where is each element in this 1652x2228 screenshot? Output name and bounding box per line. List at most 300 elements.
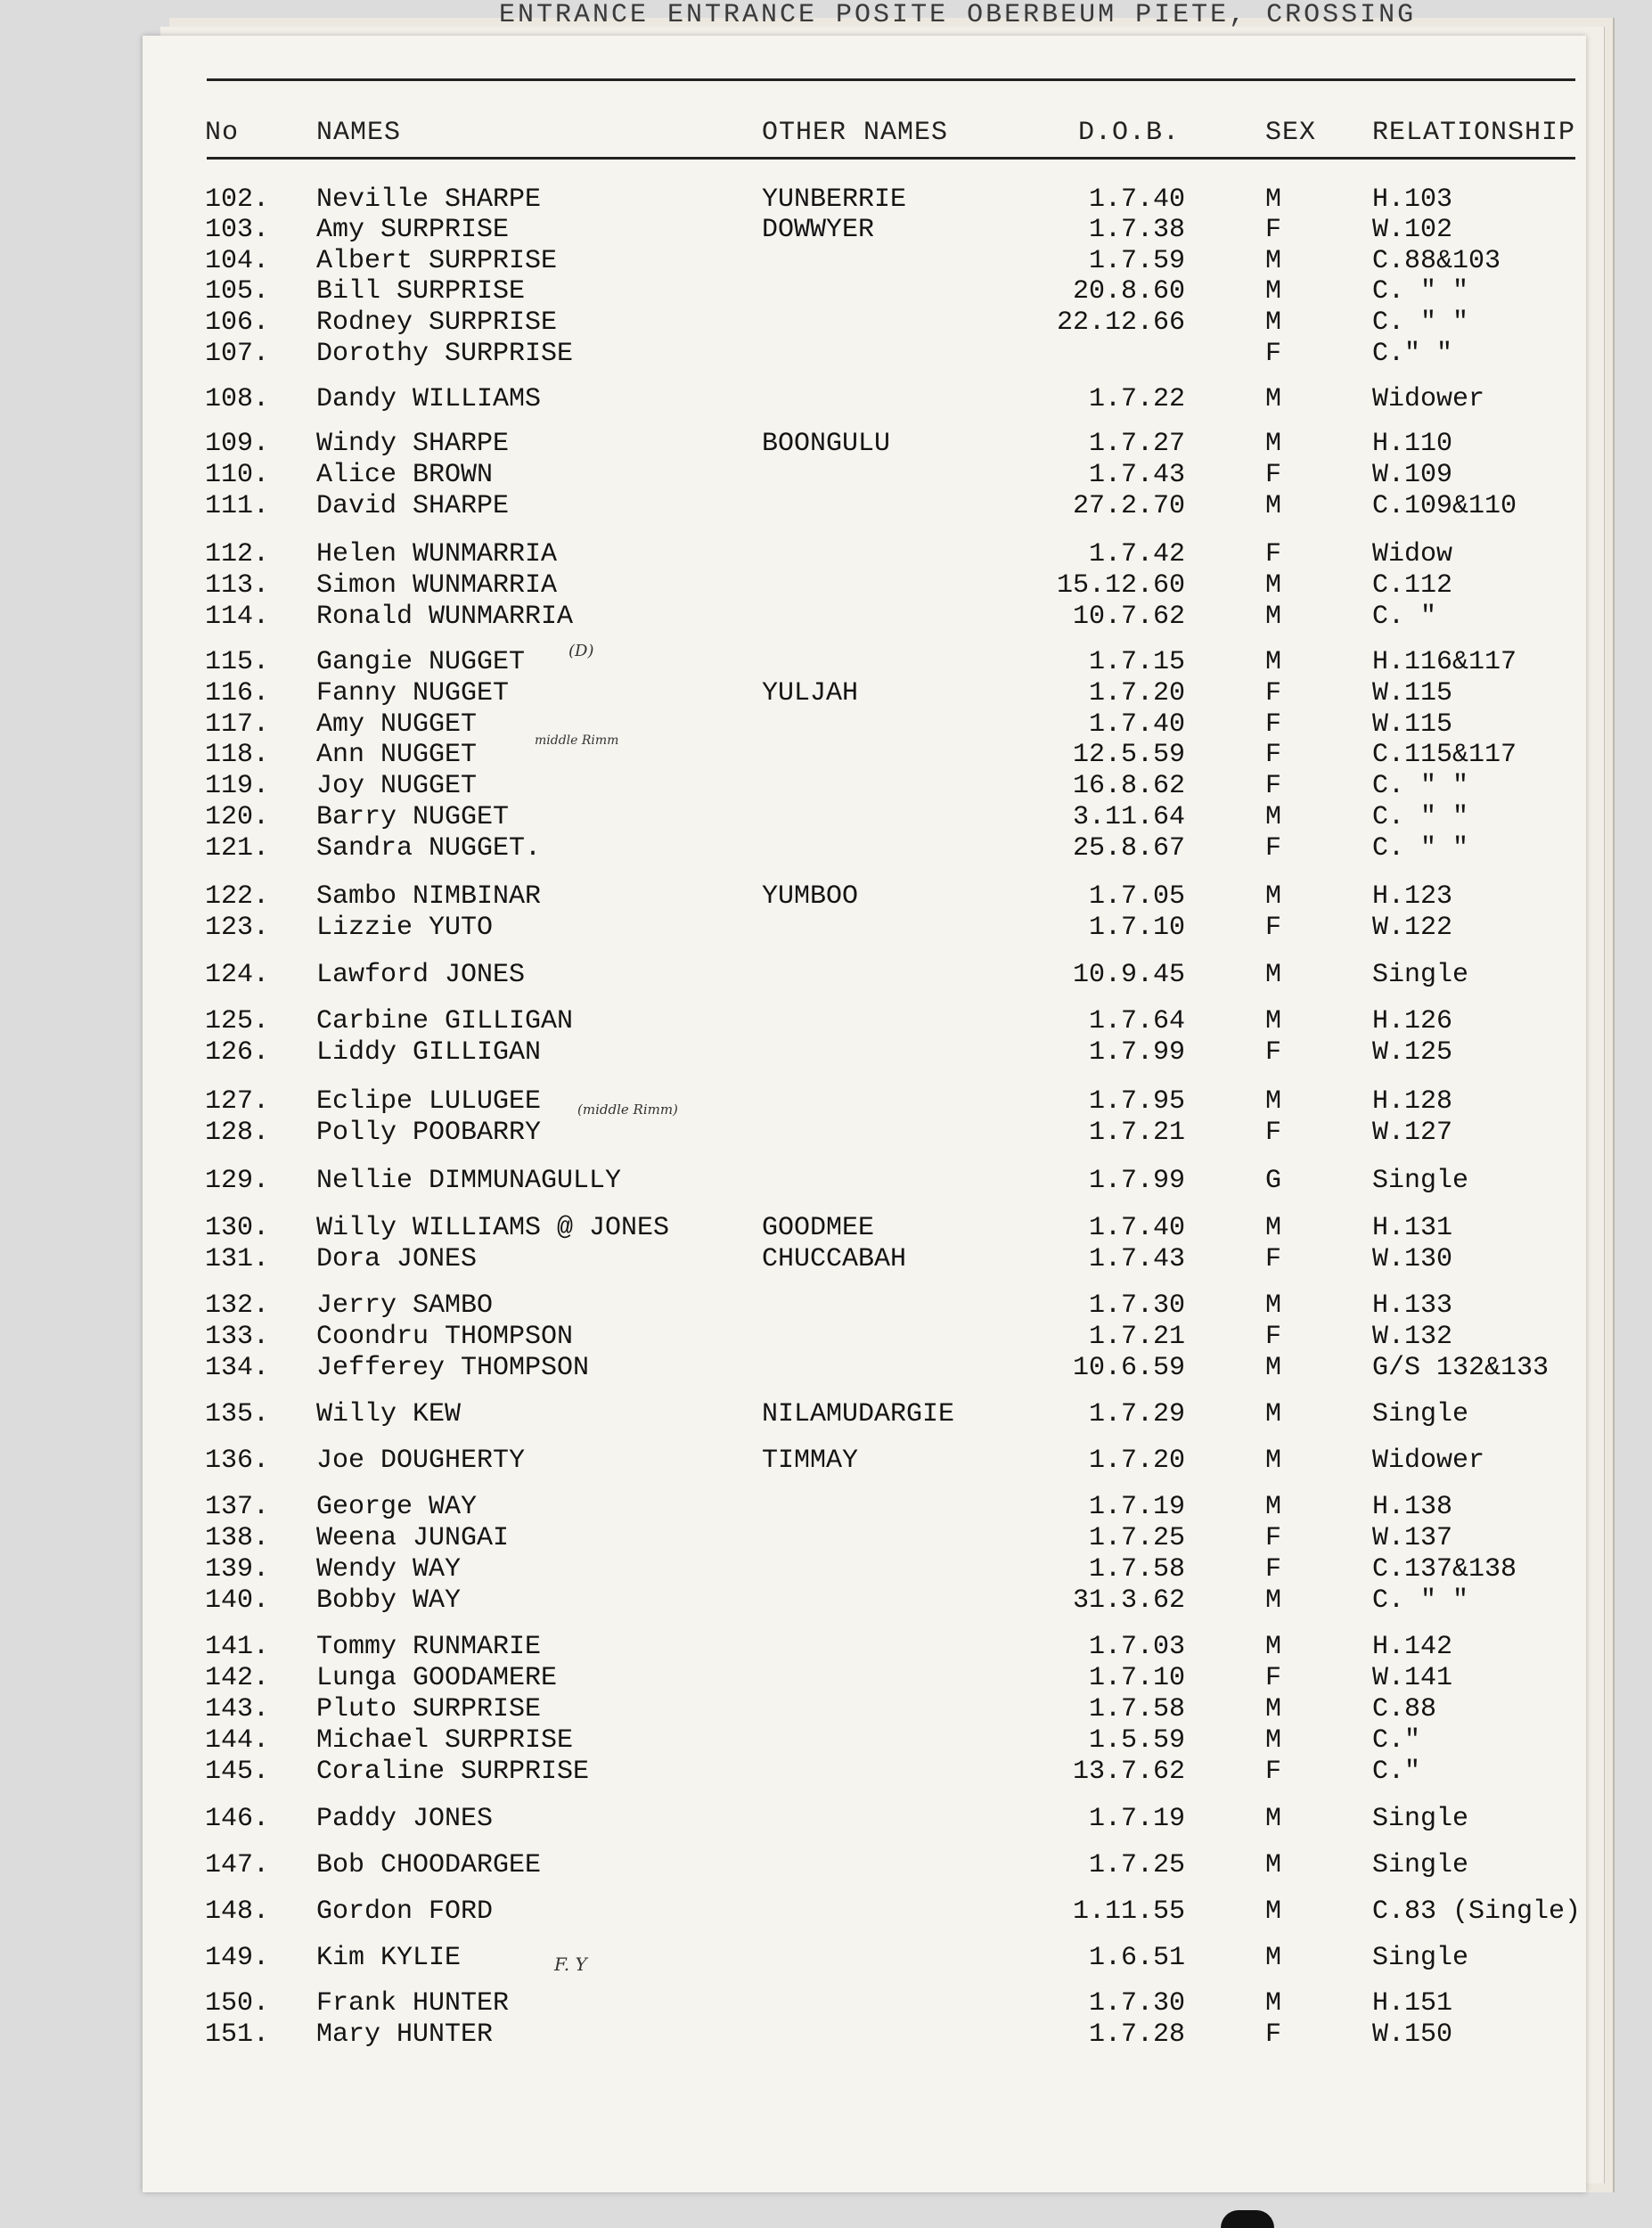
row-dob: 1.7.38: [1088, 215, 1185, 245]
row-name: Paddy JONES: [316, 1804, 494, 1834]
table-row: [143, 802, 1586, 834]
table-row: [143, 384, 1586, 416]
row-sex: F: [1265, 1757, 1282, 1787]
row-name: Sandra NUGGET.: [316, 833, 542, 864]
row-other-names: BOONGULU: [762, 429, 891, 459]
table-row: [143, 960, 1586, 992]
header-bottom-rule: [207, 157, 1575, 160]
row-number: 109.: [205, 429, 270, 459]
row-number: 108.: [205, 384, 270, 414]
row-sex: M: [1265, 429, 1282, 459]
row-name: Dandy WILLIAMS: [316, 384, 542, 414]
row-relationship: H.116&117: [1372, 647, 1517, 677]
row-sex: F: [1265, 339, 1282, 369]
table-row: [143, 1663, 1586, 1695]
row-name: Ann NUGGET: [316, 740, 478, 770]
row-relationship: H.128: [1372, 1086, 1453, 1117]
row-name: David SHARPE: [316, 491, 510, 521]
row-relationship: H.142: [1372, 1632, 1453, 1662]
row-name: Michael SURPRISE: [316, 1725, 574, 1756]
table-row: [143, 246, 1586, 278]
table-row: [143, 913, 1586, 945]
row-sex: F: [1265, 833, 1282, 864]
table-row: [143, 1632, 1586, 1664]
row-name: Polly POOBARRY: [316, 1118, 542, 1148]
table-row: [143, 1694, 1586, 1726]
row-dob: 1.6.51: [1088, 1943, 1185, 1973]
row-sex: F: [1265, 1244, 1282, 1274]
row-relationship: Single: [1372, 1943, 1469, 1973]
row-dob: 1.7.28: [1088, 2019, 1185, 2050]
row-dob: 1.7.58: [1088, 1694, 1185, 1724]
row-number: 127.: [205, 1086, 270, 1117]
row-name: Liddy GILLIGAN: [316, 1037, 542, 1068]
row-name: Bill SURPRISE: [316, 276, 526, 307]
row-name: Bob CHOODARGEE: [316, 1850, 542, 1880]
table-row: [143, 709, 1586, 741]
row-relationship: W.122: [1372, 913, 1453, 943]
row-number: 148.: [205, 1896, 270, 1927]
row-sex: M: [1265, 1006, 1282, 1036]
table-row: [143, 1037, 1586, 1069]
row-relationship: C.88&103: [1372, 246, 1501, 276]
table-row: [143, 1554, 1586, 1586]
row-name: Kim KYLIE: [316, 1943, 462, 1973]
row-relationship: Single: [1372, 1166, 1469, 1196]
row-relationship: H.131: [1372, 1213, 1453, 1243]
row-dob: 1.7.43: [1088, 460, 1185, 490]
table-row: [143, 1006, 1586, 1038]
row-relationship: H.138: [1372, 1492, 1453, 1522]
row-sex: F: [1265, 1523, 1282, 1553]
row-name: Neville SHARPE: [316, 184, 542, 215]
table-row: [143, 771, 1586, 803]
table-row: [143, 1399, 1586, 1431]
row-number: 136.: [205, 1446, 270, 1476]
table-row: [143, 1988, 1586, 2020]
row-relationship: C. " ": [1372, 833, 1469, 864]
row-number: 128.: [205, 1118, 270, 1148]
row-other-names: DOWWYER: [762, 215, 875, 245]
header-other-names: OTHER NAMES: [762, 118, 949, 148]
row-name: Gordon FORD: [316, 1896, 494, 1927]
row-number: 115.: [205, 647, 270, 677]
row-number: 119.: [205, 771, 270, 801]
row-number: 112.: [205, 539, 270, 569]
row-dob: 1.7.21: [1088, 1118, 1185, 1148]
bleed-through-text: ENTRANCE ENTRANCE POSITE OBERBEUM PIETE, CROSSING: [499, 0, 1417, 30]
row-dob: 1.7.19: [1088, 1804, 1185, 1834]
row-number: 113.: [205, 570, 270, 601]
row-sex: M: [1265, 1725, 1282, 1756]
row-dob: 1.7.19: [1088, 1492, 1185, 1522]
row-name: Nellie DIMMUNAGULLY: [316, 1166, 622, 1196]
row-sex: M: [1265, 1290, 1282, 1321]
table-row: [143, 339, 1586, 371]
row-sex: M: [1265, 246, 1282, 276]
row-name: Dorothy SURPRISE: [316, 339, 574, 369]
row-number: 126.: [205, 1037, 270, 1068]
row-sex: M: [1265, 1213, 1282, 1243]
row-name: Pluto SURPRISE: [316, 1694, 542, 1724]
row-dob: 1.7.25: [1088, 1523, 1185, 1553]
row-name: Lizzie YUTO: [316, 913, 494, 943]
row-name: Amy NUGGET: [316, 709, 478, 740]
row-relationship: Single: [1372, 1850, 1469, 1880]
row-relationship: Single: [1372, 960, 1469, 990]
row-other-names: YUMBOO: [762, 881, 859, 912]
table-row: [143, 491, 1586, 523]
row-number: 111.: [205, 491, 270, 521]
table-row: [143, 1446, 1586, 1478]
row-relationship: W.130: [1372, 1244, 1453, 1274]
row-name: Carbine GILLIGAN: [316, 1006, 574, 1036]
row-dob: 10.7.62: [1072, 602, 1185, 632]
row-number: 118.: [205, 740, 270, 770]
table-row: [143, 678, 1586, 710]
document-page: [143, 36, 1586, 2192]
row-sex: F: [1265, 2019, 1282, 2050]
row-name: Tommy RUNMARIE: [316, 1632, 542, 1662]
row-sex: F: [1265, 1663, 1282, 1693]
row-dob: 15.12.60: [1056, 570, 1185, 601]
row-sex: M: [1265, 307, 1282, 338]
row-name: Joy NUGGET: [316, 771, 478, 801]
table-row: [143, 1353, 1586, 1385]
row-name: Sambo NIMBINAR: [316, 881, 542, 912]
row-sex: M: [1265, 1399, 1282, 1429]
row-name: Barry NUGGET: [316, 802, 510, 832]
table-row: [143, 215, 1586, 247]
row-name: Weena JUNGAI: [316, 1523, 510, 1553]
row-number: 138.: [205, 1523, 270, 1553]
row-relationship: Single: [1372, 1804, 1469, 1834]
row-sex: M: [1265, 1492, 1282, 1522]
row-dob: 1.7.03: [1088, 1632, 1185, 1662]
table-row: [143, 1492, 1586, 1524]
row-name: Willy WILLIAMS @ JONES: [316, 1213, 670, 1243]
row-name: Gangie NUGGET: [316, 647, 526, 677]
row-sex: M: [1265, 1804, 1282, 1834]
table-row: [143, 1585, 1586, 1618]
table-row: [143, 276, 1586, 308]
row-sex: F: [1265, 539, 1282, 569]
row-name: Rodney SURPRISE: [316, 307, 558, 338]
row-sex: M: [1265, 1585, 1282, 1616]
row-name: Joe DOUGHERTY: [316, 1446, 526, 1476]
row-relationship: C. " ": [1372, 802, 1469, 832]
row-relationship: H.133: [1372, 1290, 1453, 1321]
row-number: 130.: [205, 1213, 270, 1243]
row-relationship: H.126: [1372, 1006, 1453, 1036]
row-name: Mary HUNTER: [316, 2019, 494, 2050]
row-relationship: G/S 132&133: [1372, 1353, 1550, 1383]
row-dob: 1.7.27: [1088, 429, 1185, 459]
row-relationship: C.88: [1372, 1694, 1437, 1724]
row-number: 133.: [205, 1322, 270, 1352]
row-relationship: C.115&117: [1372, 740, 1517, 770]
header-names: NAMES: [316, 118, 402, 148]
row-relationship: W.102: [1372, 215, 1453, 245]
table-row: [143, 647, 1586, 679]
row-relationship: W.137: [1372, 1523, 1453, 1553]
table-row: [143, 1850, 1586, 1882]
row-number: 147.: [205, 1850, 270, 1880]
row-sex: M: [1265, 881, 1282, 912]
row-relationship: C." ": [1372, 339, 1453, 369]
row-number: 121.: [205, 833, 270, 864]
header-dob: D.O.B.: [1078, 118, 1181, 148]
table-row: [143, 1896, 1586, 1929]
row-number: 129.: [205, 1166, 270, 1196]
row-number: 105.: [205, 276, 270, 307]
row-number: 104.: [205, 246, 270, 276]
row-relationship: C. " ": [1372, 276, 1469, 307]
row-sex: F: [1265, 678, 1282, 709]
row-dob: 1.7.30: [1088, 1988, 1185, 2019]
row-number: 140.: [205, 1585, 270, 1616]
table-row: [143, 539, 1586, 571]
row-number: 141.: [205, 1632, 270, 1662]
black-object-corner: [1221, 2210, 1274, 2228]
row-dob: 25.8.67: [1072, 833, 1185, 864]
row-number: 135.: [205, 1399, 270, 1429]
row-dob: 1.7.10: [1088, 913, 1185, 943]
row-sex: M: [1265, 276, 1282, 307]
row-dob: 1.7.15: [1088, 647, 1185, 677]
row-relationship: C.": [1372, 1757, 1421, 1787]
row-other-names: NILAMUDARGIE: [762, 1399, 955, 1429]
row-dob: 1.7.64: [1088, 1006, 1185, 1036]
table-row: [143, 1118, 1586, 1150]
row-relationship: W.127: [1372, 1118, 1453, 1148]
row-number: 149.: [205, 1943, 270, 1973]
table-row: [143, 1725, 1586, 1757]
row-other-names: YUNBERRIE: [762, 184, 907, 215]
row-sex: G: [1265, 1166, 1282, 1196]
row-sex: M: [1265, 1446, 1282, 1476]
row-dob: 1.7.05: [1088, 881, 1185, 912]
table-row: [143, 881, 1586, 913]
row-sex: M: [1265, 960, 1282, 990]
row-relationship: W.125: [1372, 1037, 1453, 1068]
row-relationship: C.": [1372, 1725, 1421, 1756]
row-relationship: W.109: [1372, 460, 1453, 490]
table-row: [143, 602, 1586, 634]
row-relationship: Widower: [1372, 384, 1485, 414]
row-relationship: Widow: [1372, 539, 1453, 569]
row-dob: 1.7.20: [1088, 1446, 1185, 1476]
row-relationship: H.151: [1372, 1988, 1453, 2019]
handwritten-note-118: middle Rimm: [535, 733, 619, 748]
row-sex: F: [1265, 1554, 1282, 1585]
header-sex: SEX: [1265, 118, 1317, 148]
row-dob: 1.7.30: [1088, 1290, 1185, 1321]
row-relationship: H.103: [1372, 184, 1453, 215]
table-row: [143, 429, 1586, 461]
handwritten-note-115: (D): [568, 642, 594, 660]
row-name: Lawford JONES: [316, 960, 526, 990]
row-number: 150.: [205, 1988, 270, 2019]
row-dob: 20.8.60: [1072, 276, 1185, 307]
row-sex: F: [1265, 460, 1282, 490]
row-number: 122.: [205, 881, 270, 912]
row-dob: 1.7.20: [1088, 678, 1185, 709]
row-name: George WAY: [316, 1492, 478, 1522]
table-row: [143, 184, 1586, 217]
row-sex: M: [1265, 570, 1282, 601]
row-number: 116.: [205, 678, 270, 709]
row-dob: 1.5.59: [1088, 1725, 1185, 1756]
row-relationship: H.110: [1372, 429, 1453, 459]
row-number: 125.: [205, 1006, 270, 1036]
row-number: 107.: [205, 339, 270, 369]
row-number: 143.: [205, 1694, 270, 1724]
row-sex: F: [1265, 709, 1282, 740]
row-dob: 22.12.66: [1056, 307, 1185, 338]
row-number: 120.: [205, 802, 270, 832]
row-name: Jerry SAMBO: [316, 1290, 494, 1321]
row-name: Windy SHARPE: [316, 429, 510, 459]
row-relationship: C. " ": [1372, 1585, 1469, 1616]
row-dob: 27.2.70: [1072, 491, 1185, 521]
table-row: [143, 1244, 1586, 1276]
row-name: Coondru THOMPSON: [316, 1322, 574, 1352]
header-relationship: RELATIONSHIP: [1372, 118, 1576, 148]
row-sex: M: [1265, 1086, 1282, 1117]
row-dob: 1.7.10: [1088, 1663, 1185, 1693]
row-name: Eclipe LULUGEE: [316, 1086, 542, 1117]
row-sex: F: [1265, 215, 1282, 245]
row-sex: M: [1265, 647, 1282, 677]
table-row: [143, 307, 1586, 340]
row-relationship: C.83 (Single): [1372, 1896, 1582, 1927]
row-relationship: W.115: [1372, 709, 1453, 740]
row-number: 114.: [205, 602, 270, 632]
header-top-rule: [207, 78, 1575, 81]
row-relationship: W.132: [1372, 1322, 1453, 1352]
row-sex: M: [1265, 1943, 1282, 1973]
row-sex: M: [1265, 802, 1282, 832]
row-number: 106.: [205, 307, 270, 338]
row-dob: 1.7.25: [1088, 1850, 1185, 1880]
row-relationship: C.137&138: [1372, 1554, 1517, 1585]
row-name: Willy KEW: [316, 1399, 462, 1429]
row-dob: 3.11.64: [1072, 802, 1185, 832]
row-dob: 16.8.62: [1072, 771, 1185, 801]
row-other-names: YULJAH: [762, 678, 859, 709]
row-dob: 31.3.62: [1072, 1585, 1185, 1616]
table-row: [143, 1290, 1586, 1323]
row-dob: 1.7.21: [1088, 1322, 1185, 1352]
table-row: [143, 1943, 1586, 1975]
row-name: Lunga GOODAMERE: [316, 1663, 558, 1693]
row-number: 151.: [205, 2019, 270, 2050]
row-sex: M: [1265, 602, 1282, 632]
row-relationship: C.109&110: [1372, 491, 1517, 521]
row-dob: 1.7.40: [1088, 184, 1185, 215]
row-dob: 1.7.40: [1088, 709, 1185, 740]
row-sex: M: [1265, 1896, 1282, 1927]
row-relationship: W.115: [1372, 678, 1453, 709]
header-no: No: [205, 118, 240, 148]
row-relationship: Single: [1372, 1399, 1469, 1429]
table-row: [143, 1166, 1586, 1198]
row-dob: 1.7.59: [1088, 246, 1185, 276]
row-name: Albert SURPRISE: [316, 246, 558, 276]
row-number: 137.: [205, 1492, 270, 1522]
row-name: Bobby WAY: [316, 1585, 462, 1616]
row-other-names: GOODMEE: [762, 1213, 875, 1243]
table-row: [143, 460, 1586, 492]
row-relationship: H.123: [1372, 881, 1453, 912]
row-number: 124.: [205, 960, 270, 990]
row-name: Fanny NUGGET: [316, 678, 510, 709]
row-sex: M: [1265, 491, 1282, 521]
row-dob: 10.9.45: [1072, 960, 1185, 990]
table-row: [143, 833, 1586, 865]
row-number: 134.: [205, 1353, 270, 1383]
table-row: [143, 1757, 1586, 1789]
row-dob: 1.7.42: [1088, 539, 1185, 569]
row-number: 102.: [205, 184, 270, 215]
row-name: Ronald WUNMARRIA: [316, 602, 574, 632]
table-row: [143, 1322, 1586, 1354]
row-number: 117.: [205, 709, 270, 740]
row-dob: 1.11.55: [1072, 1896, 1185, 1927]
row-number: 132.: [205, 1290, 270, 1321]
row-name: Dora JONES: [316, 1244, 478, 1274]
table-row: [143, 1804, 1586, 1836]
row-number: 123.: [205, 913, 270, 943]
row-dob: 1.7.95: [1088, 1086, 1185, 1117]
row-name: Amy SURPRISE: [316, 215, 510, 245]
row-other-names: TIMMAY: [762, 1446, 859, 1476]
row-dob: 1.7.22: [1088, 384, 1185, 414]
table-row: [143, 2019, 1586, 2052]
row-name: Jefferey THOMPSON: [316, 1353, 590, 1383]
row-number: 110.: [205, 460, 270, 490]
row-name: Simon WUNMARRIA: [316, 570, 558, 601]
table-row: [143, 1086, 1586, 1118]
row-relationship: W.150: [1372, 2019, 1453, 2050]
handwritten-note-128: (middle Rimm): [577, 1102, 678, 1118]
row-dob: 1.7.29: [1088, 1399, 1185, 1429]
row-dob: 1.7.43: [1088, 1244, 1185, 1274]
row-name: Alice BROWN: [316, 460, 494, 490]
row-dob: 13.7.62: [1072, 1757, 1185, 1787]
row-number: 146.: [205, 1804, 270, 1834]
row-number: 145.: [205, 1757, 270, 1787]
row-relationship: C.112: [1372, 570, 1453, 601]
row-number: 144.: [205, 1725, 270, 1756]
row-sex: F: [1265, 771, 1282, 801]
row-dob: 12.5.59: [1072, 740, 1185, 770]
row-sex: M: [1265, 1353, 1282, 1383]
row-relationship: W.141: [1372, 1663, 1453, 1693]
row-relationship: C. ": [1372, 602, 1437, 632]
row-sex: M: [1265, 1988, 1282, 2019]
row-sex: F: [1265, 1118, 1282, 1148]
table-row: [143, 570, 1586, 602]
row-name: Helen WUNMARRIA: [316, 539, 558, 569]
row-relationship: C. " ": [1372, 771, 1469, 801]
row-relationship: Widower: [1372, 1446, 1485, 1476]
row-name: Coraline SURPRISE: [316, 1757, 590, 1787]
row-number: 131.: [205, 1244, 270, 1274]
row-relationship: C. " ": [1372, 307, 1469, 338]
table-row: [143, 1213, 1586, 1245]
